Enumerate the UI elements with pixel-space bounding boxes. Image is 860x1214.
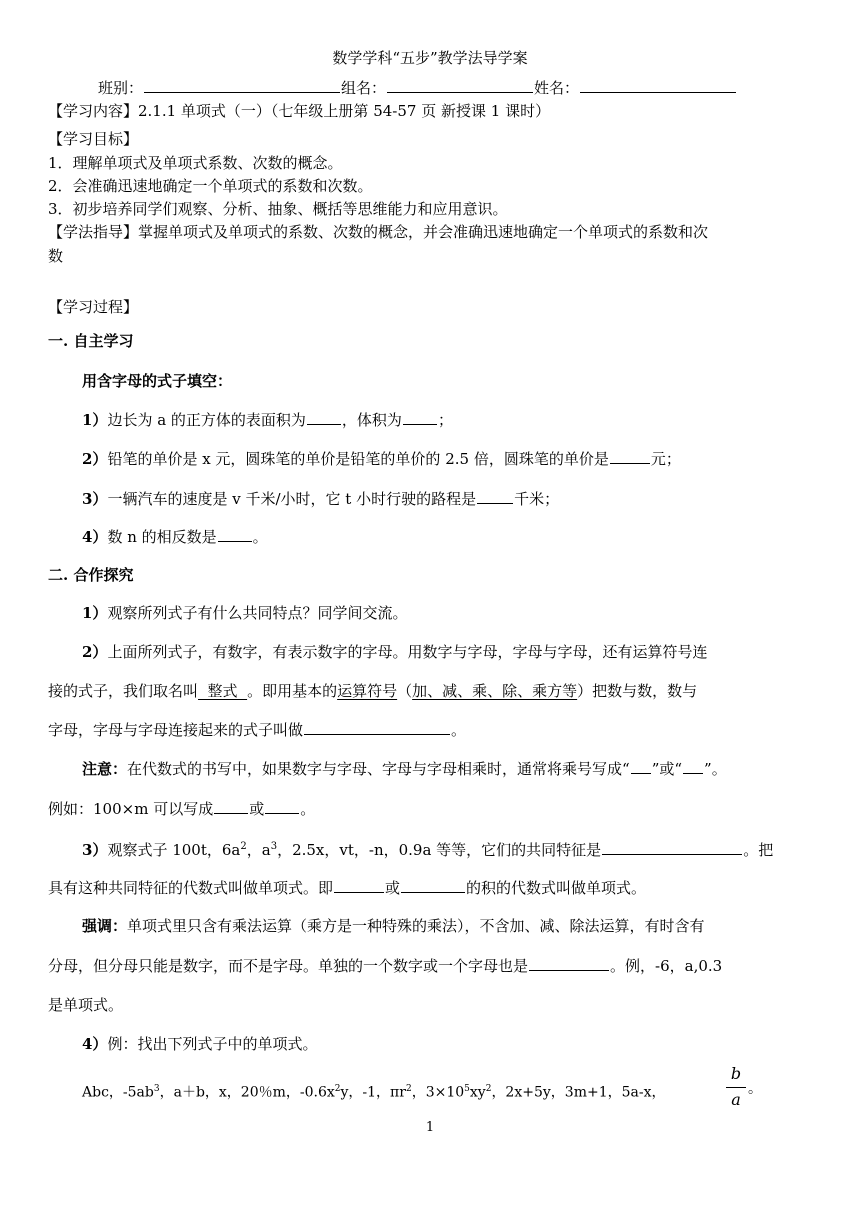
explore-4: 4）例：找出下列式子中的单项式。: [82, 1035, 318, 1053]
answer-blank[interactable]: [683, 758, 703, 774]
answer-blank[interactable]: [304, 719, 450, 735]
explore-1: 1）观察所列式子有什么共同特点？同学间交流。: [82, 604, 408, 622]
header-fields: [98, 77, 737, 98]
question-3: 3）一辆汽车的速度是 v 千米/小时，它 t 小时行驶的路程是 千米；: [82, 490, 560, 508]
question-4: 4）数 n 的相反数是 。: [82, 528, 268, 546]
note-line-2: 例如：100×m 可以写成 或 。: [48, 800, 316, 818]
doc-title: 数学学科“五步”教学法导学案: [332, 49, 528, 67]
answer-blank[interactable]: [529, 955, 609, 971]
explore-3-line-1: 3）观察式子 100t，$6a^2$，$a^3$，2.5x，vt，-n，0.9a 等等，它们的共同特征是 。把: [82, 841, 774, 859]
goals-heading: 【学习目标】: [48, 130, 139, 148]
group-label: 组名：: [341, 79, 387, 97]
section-1-heading: 一. 自主学习: [48, 332, 134, 350]
section-2-heading: 二. 合作探究: [48, 566, 134, 584]
answer-blank[interactable]: [214, 798, 248, 814]
learning-content: 【学习内容】2.1.1 单项式（一）（七年级上册第 54-57 页 新授课 1 课时）: [48, 102, 551, 120]
note-line-1: 注意：在代数式的书写中，如果数字与字母、字母与字母相乘时，通常将乘号写成“ ”或“ ”。: [82, 760, 727, 778]
goal-2: 2．会准确迅速地确定一个单项式的系数和次数。: [48, 177, 373, 195]
explore-2-line-2: 接的式子，我们取名叫 整式 。即用基本的运算符号（加、减、乘、除、乘方等）把数与数，数与: [48, 682, 698, 700]
explore-2-line-3: 字母，字母与字母连接起来的式子叫做 。: [48, 721, 467, 739]
process-heading: 【学习过程】: [48, 298, 139, 316]
class-label: 班别：: [98, 79, 144, 97]
question-2: 2）铅笔的单价是 x 元，圆珠笔的单价是铅笔的单价的 2.5 倍，圆珠笔的单价是 元；: [82, 450, 681, 468]
answer-blank[interactable]: [265, 798, 299, 814]
emphasis-line-3: 是单项式。: [48, 996, 124, 1014]
emphasis-line-2: 分母，但分母只能是数字，而不是字母。单独的一个数字或一个字母也是 。例，-6，a,0.3: [48, 957, 723, 975]
method-line-1: 【学法指导】掌握单项式及单项式的系数、次数的概念，并会准确迅速地确定一个单项式的系数和次: [48, 223, 709, 241]
answer-blank[interactable]: [401, 877, 465, 893]
answer-blank[interactable]: [218, 526, 252, 542]
answer-blank[interactable]: [403, 409, 437, 425]
page-number: 1: [425, 1120, 435, 1135]
answer-blank[interactable]: [631, 758, 651, 774]
fraction-denominator: a: [731, 1090, 741, 1109]
explore-2-line-1: 2）上面所列式子，有数字，有表示数字的字母。用数字与字母，字母与字母，还有运算符号连: [82, 643, 708, 661]
explore-3-line-2: 具有这种共同特征的代数式叫做单项式。即 或 的积的代数式叫做单项式。: [48, 879, 647, 897]
name-blank[interactable]: [580, 77, 736, 93]
method-line-2: 数: [48, 247, 64, 265]
group-blank[interactable]: [387, 77, 533, 93]
answer-blank[interactable]: [477, 488, 513, 504]
answer-integral: 整式: [198, 682, 248, 700]
fraction-bar: [726, 1087, 746, 1088]
answer-blank[interactable]: [334, 877, 384, 893]
fraction-numerator: b: [730, 1064, 742, 1083]
goal-3: 3．初步培养同学们观察、分析、抽象、概括等思维能力和应用意识。: [48, 200, 508, 218]
section-1-sub: 用含字母的式子填空：: [82, 372, 233, 390]
goal-1: 1．理解单项式及单项式系数、次数的概念。: [48, 154, 343, 172]
expression-list: Abc，$-5ab^3$，a＋b，x，20％m，$-0.6x^2y$，-1，$\pi r^2$，$3\times 10^5xy^2$，2x+5y，3m+1，5a-x，: [82, 1084, 666, 1101]
question-1: 1）边长为 a 的正方体的表面积为 ，体积为 ；: [82, 411, 453, 429]
class-blank[interactable]: [144, 77, 340, 93]
answer-blank[interactable]: [610, 448, 650, 464]
name-label: 姓名：: [534, 79, 580, 97]
emphasis-line-1: 强调：单项式里只含有乘法运算（乘方是一种特殊的乘法），不含加、减、除法运算，有时含有: [82, 917, 705, 935]
answer-blank[interactable]: [602, 839, 742, 855]
expression-end: 。: [748, 1081, 762, 1097]
answer-blank[interactable]: [307, 409, 341, 425]
